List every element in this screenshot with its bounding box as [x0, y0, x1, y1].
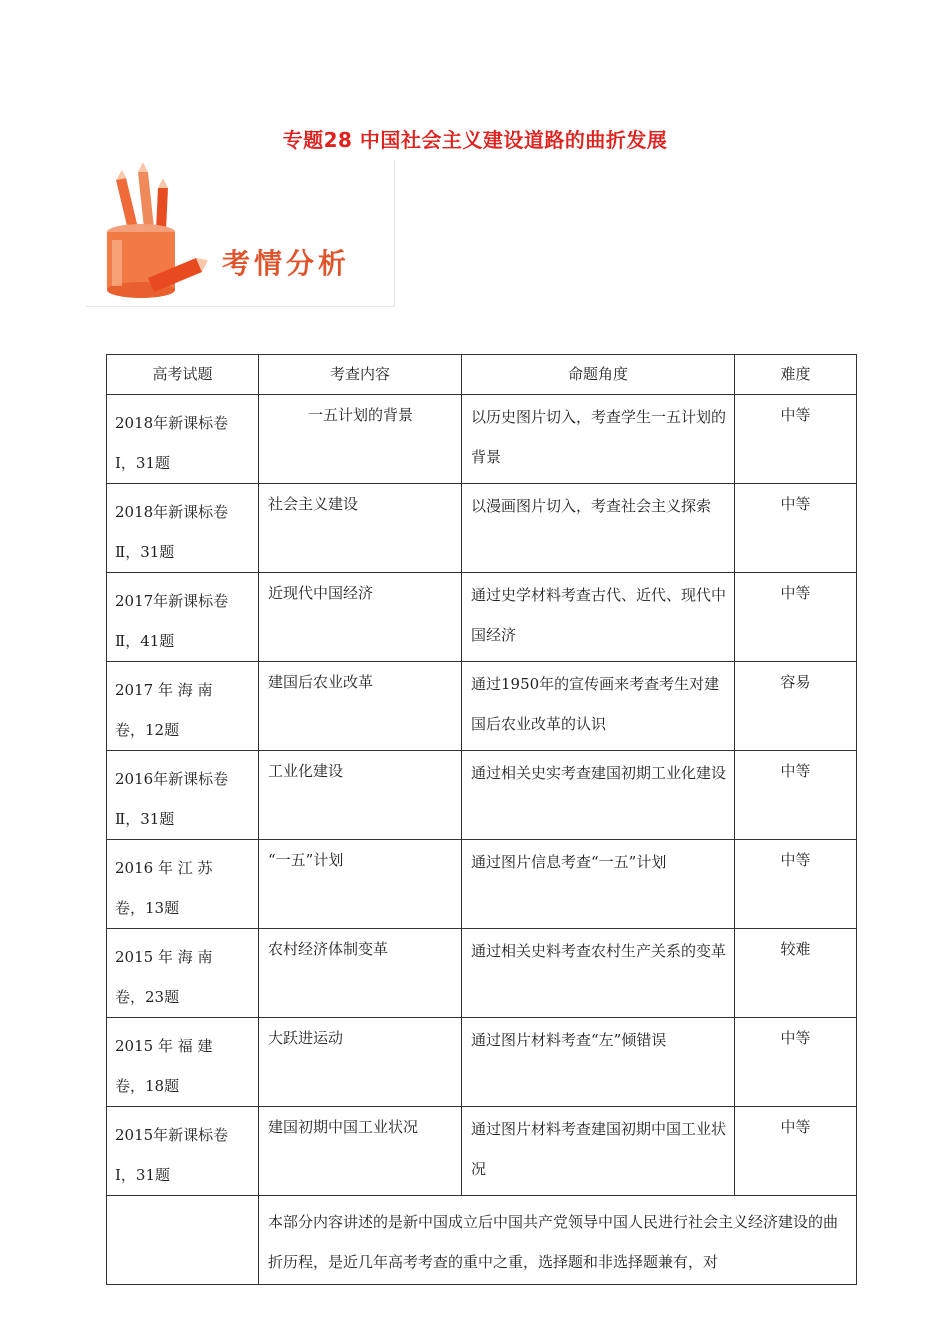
angle-cell: 以历史图片切入，考查学生一五计划的背景	[462, 395, 735, 484]
pencil-cup-icon	[86, 160, 226, 306]
header-difficulty: 难度	[735, 355, 857, 395]
exam-line-1: 2015 年 海 南	[115, 948, 213, 966]
content-cell: 建国后农业改革	[259, 662, 462, 751]
exam-cell	[107, 1107, 259, 1196]
table-row	[107, 395, 857, 484]
exam-line-2: Ⅱ，31题	[115, 543, 175, 561]
content-cell: 近现代中国经济	[259, 573, 462, 662]
table-row	[107, 1107, 857, 1196]
exam-line-1: 2015年新课标卷	[115, 1126, 229, 1144]
table-row	[107, 751, 857, 840]
table-row	[107, 662, 857, 751]
exam-line-1: 2015 年 福 建	[115, 1037, 213, 1055]
table-row	[107, 840, 857, 929]
exam-cell	[107, 662, 259, 751]
difficulty-cell: 中等	[735, 1018, 857, 1107]
exam-line-2: Ⅰ，31题	[115, 454, 171, 472]
exam-line-2: Ⅰ，31题	[115, 1166, 171, 1184]
content-cell: 一五计划的背景	[259, 395, 462, 484]
exam-line-2: Ⅱ，31题	[115, 810, 175, 828]
exam-cell	[107, 1018, 259, 1107]
exam-cell	[107, 573, 259, 662]
header-exam: 高考试题	[107, 355, 259, 395]
exam-line-2: 卷，23题	[115, 988, 180, 1006]
exam-cell	[107, 840, 259, 929]
exam-analysis-table	[106, 354, 857, 1285]
page-title: 专题28 中国社会主义建设道路的曲折发展	[282, 128, 668, 152]
header-content: 考查内容	[259, 355, 462, 395]
section-banner	[86, 160, 395, 307]
difficulty-cell: 中等	[735, 1107, 857, 1196]
exam-cell	[107, 751, 259, 840]
angle-cell: 通过图片材料考查建国初期中国工业状况	[462, 1107, 735, 1196]
table-header-row	[107, 355, 857, 395]
content-cell: “一五”计划	[259, 840, 462, 929]
exam-cell	[107, 929, 259, 1018]
exam-line-1: 2018年新课标卷	[115, 503, 229, 521]
table-row	[107, 573, 857, 662]
difficulty-cell: 中等	[735, 573, 857, 662]
difficulty-cell: 中等	[735, 395, 857, 484]
content-cell: 农村经济体制变革	[259, 929, 462, 1018]
exam-line-2: 卷，12题	[115, 721, 180, 739]
difficulty-cell: 中等	[735, 484, 857, 573]
header-angle: 命题角度	[462, 355, 735, 395]
table-row	[107, 1018, 857, 1107]
exam-line-1: 2016年新课标卷	[115, 770, 229, 788]
exam-line-2: 卷，18题	[115, 1077, 180, 1095]
content-cell: 建国初期中国工业状况	[259, 1107, 462, 1196]
content-cell: 工业化建设	[259, 751, 462, 840]
exam-cell	[107, 484, 259, 573]
angle-cell: 通过图片材料考查“左”倾错误	[462, 1018, 735, 1107]
angle-cell: 通过史学材料考查古代、近代、现代中国经济	[462, 573, 735, 662]
exam-line-2: Ⅱ，41题	[115, 632, 175, 650]
banner-label: 考情分析	[222, 247, 351, 280]
summary-cell: 本部分内容讲述的是新中国成立后中国共产党领导中国人民进行社会主义经济建设的曲折历程，是近几年高考考查的重中之重，选择题和非选择题兼有，对	[259, 1196, 857, 1285]
angle-cell: 通过相关史实考查建国初期工业化建设	[462, 751, 735, 840]
exam-line-1: 2017年新课标卷	[115, 592, 229, 610]
summary-row	[107, 1196, 857, 1285]
exam-line-2: 卷，13题	[115, 899, 180, 917]
angle-cell: 通过图片信息考查“一五”计划	[462, 840, 735, 929]
table-row	[107, 484, 857, 573]
difficulty-cell: 较难	[735, 929, 857, 1018]
content-cell: 社会主义建设	[259, 484, 462, 573]
summary-empty-cell	[107, 1196, 259, 1285]
table-row	[107, 929, 857, 1018]
content-cell: 大跃进运动	[259, 1018, 462, 1107]
exam-line-1: 2017 年 海 南	[115, 681, 213, 699]
difficulty-cell: 容易	[735, 662, 857, 751]
angle-cell: 以漫画图片切入，考查社会主义探索	[462, 484, 735, 573]
difficulty-cell: 中等	[735, 840, 857, 929]
exam-cell	[107, 395, 259, 484]
angle-cell: 通过1950年的宣传画来考查考生对建国后农业改革的认识	[462, 662, 735, 751]
difficulty-cell: 中等	[735, 751, 857, 840]
angle-cell: 通过相关史料考查农村生产关系的变革	[462, 929, 735, 1018]
exam-line-1: 2018年新课标卷	[115, 414, 229, 432]
exam-line-1: 2016 年 江 苏	[115, 859, 213, 877]
